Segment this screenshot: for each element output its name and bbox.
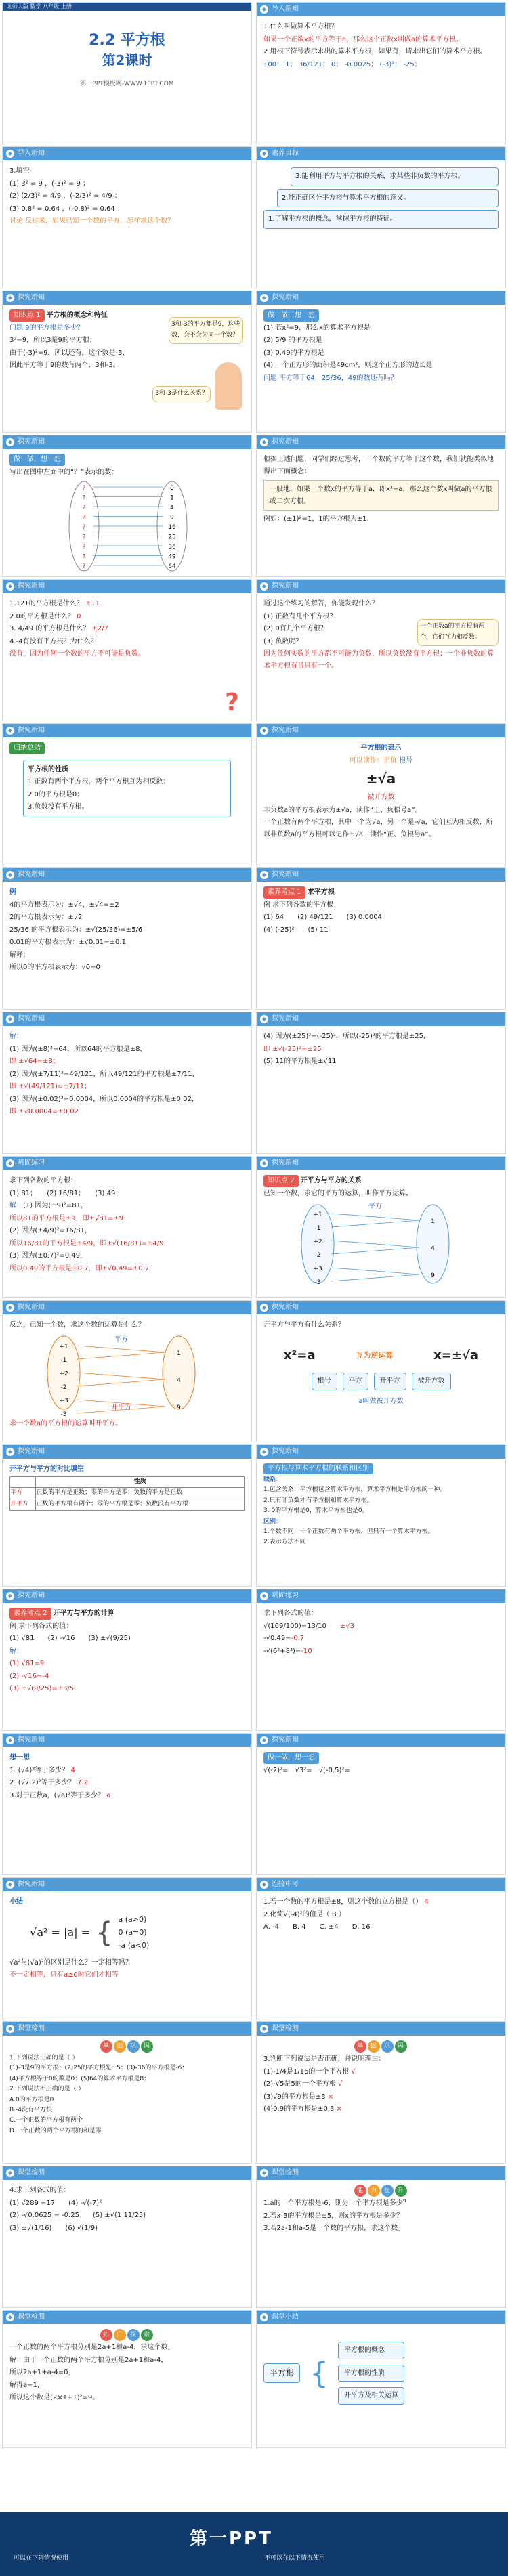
- summary-branch: 平方根的概念: [338, 2342, 404, 2359]
- slide-6: ◆ 探究新知 做一做，想一想 (1) 若x²=9，那么x的算术平方根是 (2) 5/9 的平方根是 (3) 0.49的平方根是 (4) 一个正方形的面积是49cm²，则这个正方形的边长是 问题 平方等于64，25/36，49的数还有吗？: [256, 291, 506, 433]
- left-value: ?: [82, 553, 86, 561]
- slide-15: ◆ 探究新知 解： (1) 因为(±8)²=64，所以64的平方根是±8， 即 ±√64=±8； (2) 因为(±7/11)²=49/121，所以49/121的平方根是±7/11， 即 ±√(49/121)=±7/11； (3) 因为(±0.02)²=0.0004，所以0.0004的平方根是±0.02， 即 ±√0.0004=±0.02: [2, 1012, 252, 1154]
- section-icon: ◆: [6, 294, 14, 302]
- slide-33: ◆ 课堂检测 拓 广 探 索 一个正数的两个平方根分别是2a+1和a-4，求这个数。 解：由于一个正数的两个平方根分别是2a+1和a-4， 所以2a+1+a-4=0， 解得a=1， 所以这个数是(2×1+1)²=9。: [2, 2310, 252, 2448]
- section-icon: ◆: [6, 582, 14, 591]
- left-value: +3: [313, 1266, 322, 1272]
- mapping-arrow: [77, 1352, 165, 1359]
- slide-24: ◆ 巩固练习 求下列各式的值： √(169/100)=13/10 ±√3 -√0.49=-0.7 -√(6²+8²)=-10: [256, 1589, 506, 1731]
- cover-footer: 第一PPT模板网-WWW.1PPT.COM: [80, 81, 174, 87]
- girl-figure: [215, 362, 242, 410]
- slide-8: ◆ 探究新知 根据上述问题，同学们经过思考，一个数的平方等于这个数，我们就能类似地得出下面概念： 一般地，如果一个数x的平方等于a，即x²=a，那么这个数x叫做a的平方根或二次方根。 例如：(±1)²=1，1的平方根为±1.: [256, 435, 506, 577]
- slide-9: ◆ 探究新知 1.121的平方根是什么？ ±11 2.0的平方根是什么？ 0 3. 4/49 的平方根是什么？ ±2/7 4.-4有没有平方根？为什么？ 没有，因为任何一个数的平方不可能是负数。 ?: [2, 579, 252, 721]
- circle-badge: 能: [354, 2185, 366, 2197]
- slide-32: ◆ 课堂检测 能 力 提 升 1.a的一个平方根是-6，则另一个平方根是多少？ 2.若x-3的平方根是±5，则x的平方根是多少？ 3.若2a-1和a-5是一个数的平方根，求这个数。: [256, 2166, 506, 2308]
- left-value: +2: [59, 1370, 68, 1377]
- slide-34: ◆ 课堂小结 平方根 { 平方根的概念 平方根的性质 开平方及相关运算: [256, 2310, 506, 2448]
- cover-title: 2.2 平方根: [89, 32, 165, 49]
- left-value: -1: [314, 1225, 321, 1232]
- ppt-logo: 第一PPT: [190, 2529, 273, 2549]
- section-icon: ◆: [260, 1448, 268, 1456]
- section-icon: ◆: [260, 1592, 268, 1600]
- slide-14: ◆ 探究新知 素养考点 1 求平方根 例 求下列各数的平方根： (1) 64 (2) 49/121 (3) 0.0004 (4) (-25)² (5) 11: [256, 867, 506, 1010]
- slide-16: ◆ 探究新知 (4) 因为(±25)²=(-25)²，所以(-25)²的平方根是±25， 即 ±√(-25)²=±25 (5) 11的平方根是±√11: [256, 1012, 506, 1154]
- mapping-arrow: [331, 1268, 419, 1274]
- right-value: 1: [170, 494, 174, 502]
- slide-23: ◆ 探究新知 素养考点 2 开平方与平方的计算 例 求下列各式的值： (1) √81 (2) -√16 (3) ±√(9/25) 解： (1) √81=9 (2) -√16=-4 (3) ±√(9/25)=±3/5: [2, 1589, 252, 1731]
- section-icon: ◆: [260, 1015, 268, 1023]
- slide-28: ◆ 连接中考 1.若一个数的平方根是±8，则这个数的立方根是（） 4 2.化简√(-4)²的值是（ B ） A. -4 B. 4 C. ±4 D. 16: [256, 1877, 506, 2019]
- question-mark-icon: ?: [225, 689, 239, 716]
- summary-root: 平方根: [263, 2363, 300, 2383]
- slide-30: ◆ 课堂检测 基 础 巩 固 3.判断下列说法是否正确，并说明理由： (1)-1/4是1/16的一个平方根 √ (2)-√5是5的一个平方根 √ (3)√9的平方根是±3 × (4)0.9的平方根是±0.3 ×: [256, 2021, 506, 2164]
- slide-22: ◆ 探究新知 平方根与算术平方根的联系和区别 联系： 1.包含关系：平方根包含算术平方根，算术平方根是平方根的一种。 2.只有非负数才有平方根和算术平方根。 3. 0的平方根是0，算术平方根也是0。 区别： 1.个数不同：一个正数有两个平方根，但只有一个算术平方根。 2.表示方法不同: [256, 1444, 506, 1587]
- circle-badge: 提: [381, 2185, 394, 2197]
- circle-badge: 巩: [127, 2040, 140, 2053]
- section-icon: ◆: [6, 1448, 14, 1456]
- right-value: 25: [168, 534, 176, 541]
- section-icon: ◆: [6, 727, 14, 735]
- circle-badge: 力: [368, 2185, 380, 2197]
- usage-left: 可以在下列情况使用: [14, 2555, 69, 2562]
- section-icon: ◆: [6, 438, 14, 446]
- mapping-diagram: [9, 479, 240, 574]
- right-value: 1: [177, 1350, 181, 1357]
- right-value: 36: [168, 544, 176, 551]
- section-icon: ◆: [260, 1881, 268, 1889]
- left-value: +3: [59, 1397, 68, 1404]
- left-value: -2: [314, 1252, 321, 1259]
- slide-18: ◆ 探究新知 知识点 2 开平方与平方的关系 已知一个数，求它的平方的运算，叫作平方运算。 平方 +1 -1 +2 -2 +3 -3 1 4 9: [256, 1156, 506, 1298]
- section-icon: ◆: [260, 1304, 268, 1312]
- square-label: 平方: [114, 1335, 128, 1344]
- left-value: -3: [60, 1411, 67, 1418]
- summary-branch: 开平方及相关运算: [338, 2387, 404, 2405]
- right-value: 4: [431, 1245, 435, 1252]
- circle-badge: 索: [141, 2329, 153, 2341]
- left-value: +1: [59, 1343, 68, 1350]
- right-value: 9: [431, 1272, 435, 1279]
- section-icon: ◆: [260, 727, 268, 735]
- circle-badge: 探: [127, 2329, 140, 2341]
- circle-badge: 础: [114, 2040, 126, 2053]
- slide-31: ◆ 课堂检测 4.求下列各式的值： (1) √289 =17 (4) -√(-7)² (2) -√0.0625 = -0.25 (5) ±√(1 11/25) (3) ±√(1/16) (6) √(1/9): [2, 2166, 252, 2308]
- slide-5: ◆ 探究新知 知识点 1 平方根的概念和特征 问题 9的平方根是多少？ 3²=9，所以3是9的平方根； 由于(-3)²=9，所以还有，这个数是-3， 因此平方等于9的数有两个，3和-3。 3和-3的平方都是9，这些数，会不会为同一个数？ 3和-3是什么关系？: [2, 291, 252, 433]
- mapping-arrow: [331, 1214, 419, 1220]
- mapping-arrow: [331, 1241, 419, 1247]
- left-value: ?: [82, 563, 86, 570]
- slide-4: ◆ 素养目标 3.能利用平方与平方根的关系，求某些非负数的平方根。 2.能正确区分平方根与算术平方根的意义。 1.了解平方根的概念，掌握平方根的特征。: [256, 146, 506, 288]
- circle-badge: 升: [395, 2185, 407, 2197]
- left-value: ?: [82, 485, 86, 492]
- inverse-mapping-diagram: [9, 1332, 240, 1418]
- slide-10: ◆ 探究新知 通过这个练习的解答，你能发现什么？ (1) 正数有几个平方根？ (2) 0有几个平方根？ (3) 负数呢？ 一个正数a的平方根有两个，它们互为相反数。 因为任何实数的平方都不可能为负数，所以负数没有平方根；一个非负数的算术平方根有且只有一个。: [256, 579, 506, 721]
- square-mapping-diagram: [263, 1200, 494, 1288]
- left-value: -2: [60, 1383, 67, 1391]
- section-icon: ◆: [260, 150, 268, 158]
- slide-2: ◆ 导入新知 1.什么叫做算术平方根？ 如果一个正数x的平方等于a，那么这个正数x叫做a的算术平方根。 2.用根下符号表示求出的算术平方根，如果有，请求出它们的算术平方根。 100； 1； 36/121； 0； -0.0025； (-3)²； -25；: [256, 2, 506, 144]
- left-value: ?: [82, 534, 86, 541]
- left-value: +1: [313, 1211, 322, 1218]
- compare-table: 性质 平方 正数的平方是正数；零的平方是零；负数的平方是正数 开平方 正数的平方根有两个；零的平方根是零；负数没有平方根: [9, 1476, 245, 1511]
- section-icon: ◆: [260, 2025, 268, 2033]
- section-icon: ◆: [6, 1015, 14, 1023]
- section-icon: ◆: [260, 294, 268, 302]
- slide-17: ◆ 巩固练习 求下列各数的平方根： (1) 81； (2) 16/81； (3) 49； 解：(1) 因为(±9)²=81， 所以81的平方根是±9，即±√81=±9 (2) 因为(±4/9)²=16/81， 所以16/81的平方根是±4/9，即±√(16/81)=±4/9 (3) 因为(±0.7)²=0.49， 所以0.49的平方根是±0.7，即±√0.49=±0.7: [2, 1156, 252, 1298]
- section-icon: ◆: [6, 1159, 14, 1167]
- mapping-arrow: [77, 1373, 165, 1379]
- slide-21: ◆ 探究新知 开平方与平方的对比填空 性质 平方 正数的平方是正数；零的平方是零；负数的平方是正数 开平方 正数的平方根有两个；零的平方根是零；负数没有平方根: [2, 1444, 252, 1587]
- cover-subtitle: 第2课时: [102, 52, 152, 68]
- right-value: 9: [177, 1404, 181, 1411]
- mapping-arrow: [77, 1346, 165, 1352]
- mapping-arrow: [331, 1274, 419, 1281]
- left-value: ?: [82, 514, 86, 521]
- right-value: 64: [168, 563, 176, 570]
- left-value: ?: [82, 494, 86, 502]
- section-icon: ◆: [6, 1592, 14, 1600]
- summary-branch: 平方根的性质: [338, 2365, 404, 2382]
- slide-19: ◆ 探究新知 反之，已知一个数，求这个数的运算是什么？ 平方 开平方 +1 -1 +2 -2 +3 -3 1 4 9 求一个数a的平方根的运算叫开平方。: [2, 1300, 252, 1442]
- circle-badge: 基: [354, 2040, 366, 2053]
- section-icon: ◆: [260, 1736, 268, 1744]
- footer-banner: [0, 2512, 508, 2576]
- section-icon: ◆: [260, 2169, 268, 2177]
- section-icon: ◆: [260, 2313, 268, 2321]
- square-label: 平方: [368, 1203, 382, 1210]
- left-value: ?: [82, 544, 86, 551]
- section-icon: ◆: [6, 871, 14, 879]
- slide-29: ◆ 课堂检测 基 础 巩 固 1.下列说法正确的是（ ） (1)-3是9的平方根；(2)25的平方根是±5；(3)-36的平方根是-6； (4)平方根等于0的数是0；(5)64的算术平方根是8； 2.下列说法不正确的是（ ） A.0的平方根是0 B.-4没有平方根 C.一个正数的平方根有两个 D.一个正数的两个平方根的和是零: [2, 2021, 252, 2164]
- section-icon: ◆: [260, 582, 268, 591]
- section-icon: ◆: [260, 871, 268, 879]
- circle-badge: 巩: [381, 2040, 394, 2053]
- right-value: 4: [170, 505, 174, 511]
- left-value: +2: [313, 1239, 322, 1245]
- page-tag: 北师大版 数学 八年级 上册: [3, 3, 251, 11]
- right-value: 9: [170, 514, 174, 521]
- slide-20: ◆ 探究新知 开平方与平方有什么关系？ x²=a 互为逆运算 x=±√a 根号 平方 开平方 被开方数 a叫做被开方数: [256, 1300, 506, 1442]
- right-value: 0: [170, 485, 174, 492]
- section-icon: ◆: [6, 2169, 14, 2177]
- left-value: -3: [314, 1279, 321, 1286]
- slide-13: ◆ 探究新知 例 4的平方根表示为：±√4，±√4=±2 2的平方根表示为：±√2 25/36 的平方根表示为：±√(25/36)=±5/6 0.01的平方根表示为：±√0.01=±0.1 解释： 所以0的平方根表示为：√0=0: [2, 867, 252, 1010]
- mapping-arrow: [331, 1247, 419, 1254]
- slide-26: ◆ 探究新知 做一做，想一想 √(-2)²= √3²= √(-0.5)²=: [256, 1733, 506, 1875]
- slide-3: ◆ 导入新知 3.填空 (1) 3² = 9 ，(-3)² = 9 ； (2) (2/3)² = 4/9 ，(-2/3)² = 4/9 ； (3) 0.8² = 0.64 ，(-0.8)² = 0.64 ； 讨论 反过来，如果已知一个数的平方，怎样求这个数？: [2, 146, 252, 288]
- circle-badge: 基: [100, 2040, 112, 2053]
- section-icon: ◆: [6, 2313, 14, 2321]
- section-icon: ◆: [260, 5, 268, 14]
- slide-7: ◆ 探究新知 做一做，想一想 写出在图中左面中的“？”表示的数： ? 0 ? 1 ? 4 ? 9 ? 16 ? 25 ? 36 ? 49 ? 64: [2, 435, 252, 577]
- circle-badge: 拓: [100, 2329, 112, 2341]
- mapping-arrow: [331, 1220, 419, 1227]
- section-icon: ◆: [260, 438, 268, 446]
- right-value: 4: [177, 1377, 181, 1384]
- slide-12: ◆ 探究新知 平方根的表示 可以读作：正负 根号 ±√a 被开方数 非负数a的平方根表示为±√a，读作“正、负根号a”。 一个正数有两个平方根，其中一个为√a，另一个是-√a，它们互为相反数，所以非负数a的平方根可以记作±√a，读作“正、负根号a”。: [256, 723, 506, 865]
- circle-badge: 础: [368, 2040, 380, 2053]
- right-value: 49: [168, 553, 176, 561]
- circle-badge: 广: [114, 2329, 126, 2341]
- right-value: 16: [168, 524, 176, 531]
- slide-11: ◆ 探究新知 归纳总结 平方根的性质 1.正数有两个平方根，两个平方根互为相反数； 2.0的平方根是0； 3.负数没有平方根。: [2, 723, 252, 865]
- usage-right: 不可以在以下情况使用: [264, 2555, 326, 2562]
- left-value: ?: [82, 524, 86, 531]
- left-value: ?: [82, 505, 86, 511]
- section-icon: ◆: [6, 1304, 14, 1312]
- section-icon: ◆: [260, 1159, 268, 1167]
- left-value: -1: [60, 1356, 67, 1364]
- slide-27: ◆ 探究新知 小结 √a² = |a| = { a (a>0) 0 (a=0) -a (a<0) √a²与(√a)²的区别是什么？一定相等吗？ 不一定相等，只有a≥0时它们才相等: [2, 1877, 252, 2019]
- slide-25: ◆ 探究新知 想一想 1. (√4)²等于多少？ 4 2. (√7.2)²等于多少？ 7.2 3.对于正数a，(√a)²等于多少？ a: [2, 1733, 252, 1875]
- circle-badge: 固: [395, 2040, 407, 2053]
- slide-cover: [2, 2, 252, 144]
- section-icon: ◆: [6, 2025, 14, 2033]
- right-value: 1: [431, 1218, 435, 1225]
- section-icon: ◆: [6, 150, 14, 158]
- section-icon: ◆: [6, 1881, 14, 1889]
- section-icon: ◆: [6, 1736, 14, 1744]
- mapping-arrow: [77, 1379, 165, 1386]
- root-label: 开平方: [111, 1403, 131, 1411]
- circle-badge: 固: [141, 2040, 153, 2053]
